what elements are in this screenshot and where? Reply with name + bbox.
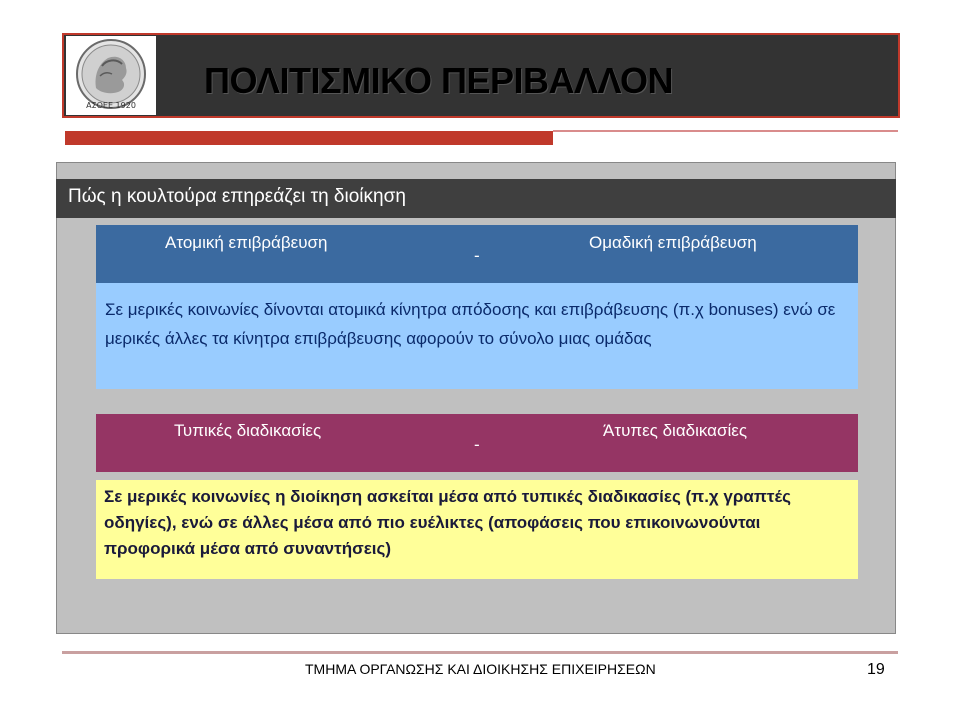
- logo-text: ΑΣΟΕΕ 1920: [86, 101, 136, 110]
- asoee-logo: [66, 36, 156, 115]
- footer-divider: [62, 651, 898, 654]
- individual-reward-label: Ατομική επιβράβευση: [165, 233, 328, 252]
- reward-separator: -: [474, 246, 480, 265]
- title-underline-thin: [553, 130, 898, 132]
- footer-department: ΤΜΗΜΑ ΟΡΓΑΝΩΣΗΣ ΚΑΙ ΔΙΟΙΚΗΣΗΣ ΕΠΙΧΕΙΡΗΣΕΩΝ: [305, 661, 656, 677]
- formal-procedures-label: Τυπικές διαδικασίες: [174, 421, 322, 440]
- informal-procedures-label: Άτυπες διαδικασίες: [603, 421, 748, 440]
- procedures-separator: -: [474, 435, 480, 454]
- procedures-description: Σε μερικές κοινωνίες η διοίκηση ασκείται μέσα από τυπικές διαδικασίες (π.χ γραπτές οδηγίες), ενώ σε άλλες μέσα από πιο ευέλικτες (αποφάσεις που επικοινωνούνται προφορικά μέσα από συναντήσεις): [104, 487, 791, 558]
- group-reward-label: Ομαδική επιβράβευση: [589, 233, 757, 252]
- slide-title: ΠΟΛΙΤΙΣΜΙΚΟ ΠΕΡΙΒΑΛΛΟΝ: [204, 60, 674, 101]
- title-underline-accent: [65, 131, 553, 145]
- panel-heading: Πώς η κουλτούρα επηρεάζει τη διοίκηση: [68, 186, 406, 207]
- page-number: 19: [867, 661, 885, 678]
- reward-description: Σε μερικές κοινωνίες δίνονται ατομικά κίνητρα απόδοσης και επιβράβευσης (π.χ bonuses) ενώ σε μερικές άλλες τα κίνητρα επιβράβευσης αφορούν το σύνολο μιας ομάδας: [105, 300, 836, 348]
